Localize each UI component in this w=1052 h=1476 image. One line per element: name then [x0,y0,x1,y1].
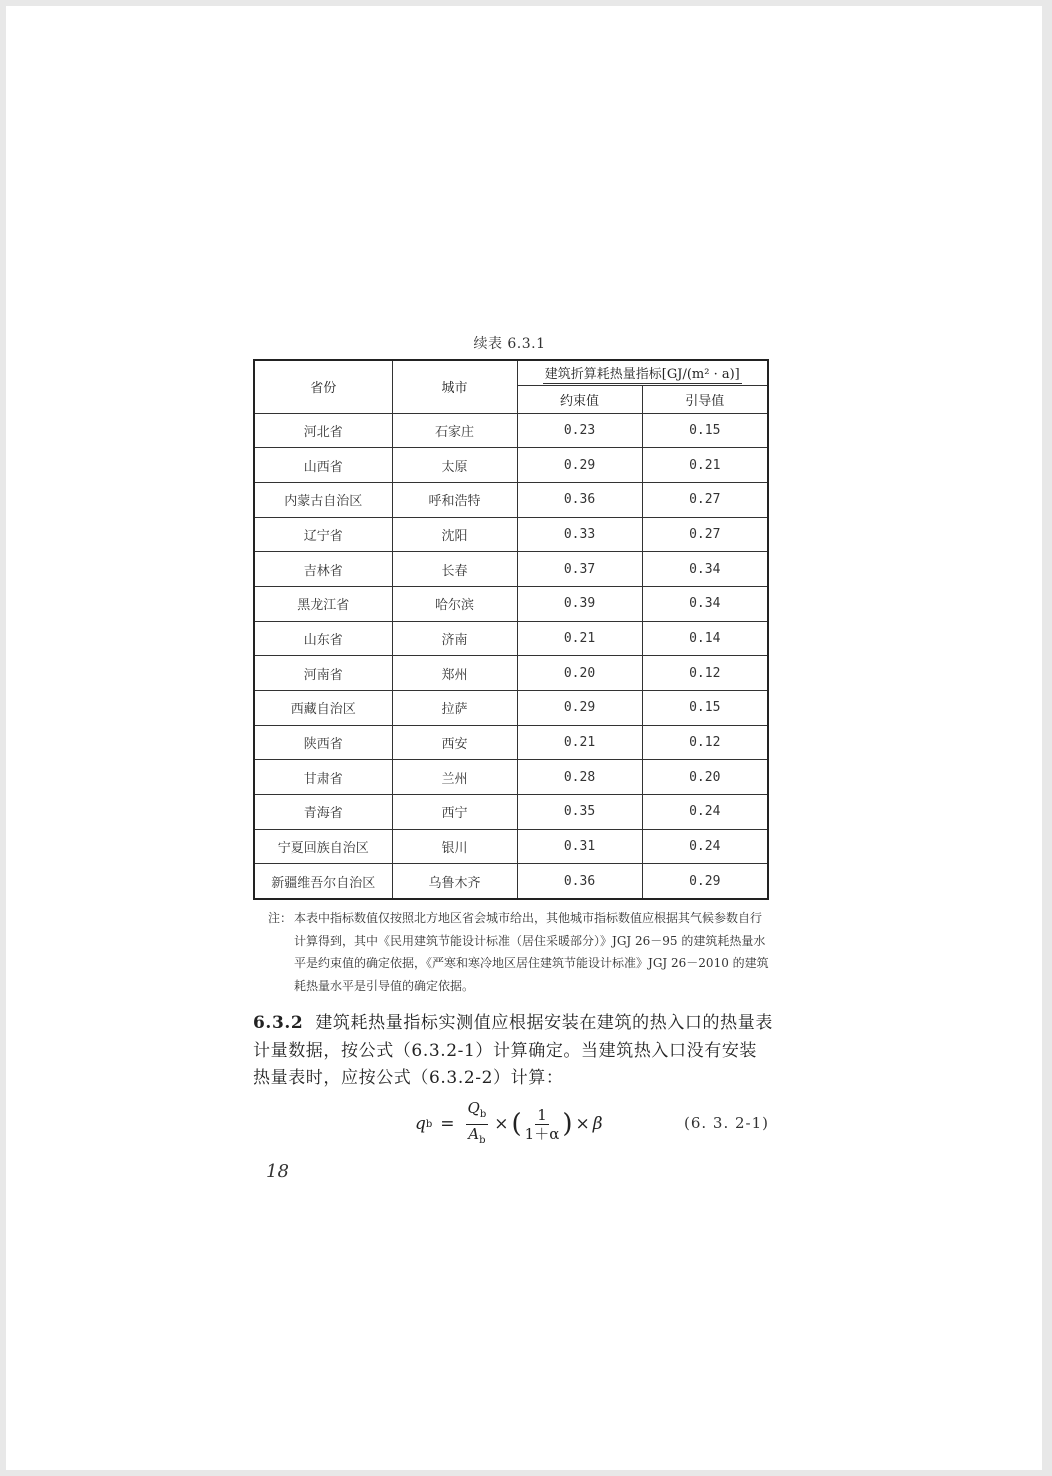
section-number: 6.3.2 [253,1013,304,1033]
cell-guide-value: 0.24 [642,795,768,830]
table-row [254,448,768,483]
cell-constraint-value: 0.29 [517,691,642,726]
cell-city: 兰州 [392,760,517,795]
cell-constraint-value: 0.36 [517,864,642,899]
formula-one: 1 [537,1105,547,1124]
cell-city: 石家庄 [392,413,517,448]
cell-constraint-value: 0.39 [517,586,642,621]
section-text: 建筑耗热量指标实测值应根据安装在建筑的热入口的热量表计量数据，按公式（6.3.2-1）计算确定。当建筑热入口没有安装热量表时，应按公式（6.3.2-2）计算： [253,1013,773,1088]
cell-guide-value: 0.21 [642,448,768,483]
cell-city: 银川 [392,829,517,864]
cell-province: 陕西省 [254,725,392,760]
cell-constraint-value: 0.36 [517,482,642,517]
cell-city: 济南 [392,621,517,656]
cell-constraint-value: 0.21 [517,725,642,760]
cell-guide-value: 0.15 [642,691,768,726]
header-guide-value: 引导值 [642,385,768,413]
table-note [268,907,773,997]
formula-a: A [468,1124,480,1143]
table-row [254,517,768,552]
cell-guide-value: 0.14 [642,621,768,656]
formula-a-sub: b [479,1134,486,1146]
cell-province: 河北省 [254,413,392,448]
formula-lhs-sub: b [425,1118,433,1130]
formula-q-sub: b [479,1108,487,1120]
cell-city: 长春 [392,552,517,587]
cell-city: 郑州 [392,656,517,691]
formula-one-plus-alpha: 1＋α [524,1124,560,1143]
formula-paren-open: ( [511,1109,522,1139]
cell-guide-value: 0.12 [642,725,768,760]
note-text: 本表中指标数值仅按照北方地区省会城市给出，其他城市指标数值应根据其气候参数自行计算得到，其中《民用建筑节能设计标准（居住采暖部分）》JGJ 26－95 的建筑耗热量水平是约束值的确定依据，《严寒和寒冷地区居住建筑节能设计标准》JGJ 26－2010 的建筑耗热量水平是引导值的确定依据。 [294,911,769,993]
page-number: 18 [266,1161,289,1182]
formula-paren-close: ) [562,1109,573,1139]
cell-city: 西安 [392,725,517,760]
cell-constraint-value: 0.31 [517,829,642,864]
cell-province: 宁夏回族自治区 [254,829,392,864]
table-row [254,691,768,726]
heat-index-table [253,359,769,900]
cell-province: 辽宁省 [254,517,392,552]
cell-guide-value: 0.27 [642,482,768,517]
cell-constraint-value: 0.28 [517,760,642,795]
header-constraint-value: 约束值 [517,385,642,413]
table-row [254,621,768,656]
formula-times-2: × [575,1114,590,1134]
formula-lhs: q [415,1114,426,1134]
cell-city: 哈尔滨 [392,586,517,621]
cell-guide-value: 0.24 [642,829,768,864]
cell-province: 河南省 [254,656,392,691]
table-row [254,760,768,795]
cell-guide-value: 0.34 [642,552,768,587]
table-row [254,829,768,864]
cell-province: 吉林省 [254,552,392,587]
formula-beta: β [592,1114,603,1134]
cell-guide-value: 0.12 [642,656,768,691]
table-caption: 续表 6.3.1 [473,336,546,352]
formula-times: × [494,1114,509,1134]
cell-constraint-value: 0.37 [517,552,642,587]
header-heat-index-group [517,360,768,385]
table-row [254,725,768,760]
cell-constraint-value: 0.23 [517,413,642,448]
note-label: 注： [268,911,293,925]
cell-guide-value: 0.34 [642,586,768,621]
cell-constraint-value: 0.21 [517,621,642,656]
cell-guide-value: 0.20 [642,760,768,795]
section-paragraph [253,1010,773,1093]
table-row [254,552,768,587]
equation-number: (6. 3. 2-1) [684,1114,770,1132]
cell-guide-value: 0.27 [642,517,768,552]
cell-province: 甘肃省 [254,760,392,795]
formula-fraction-alpha [525,1106,560,1143]
cell-province: 山西省 [254,448,392,483]
cell-city: 乌鲁木齐 [392,864,517,899]
table-row [254,656,768,691]
cell-constraint-value: 0.35 [517,795,642,830]
cell-constraint-value: 0.29 [517,448,642,483]
cell-province: 内蒙古自治区 [254,482,392,517]
formula-fraction-qa [466,1099,489,1150]
cell-city: 沈阳 [392,517,517,552]
cell-city: 拉萨 [392,691,517,726]
formula [415,1098,603,1146]
cell-constraint-value: 0.20 [517,656,642,691]
cell-city: 呼和浩特 [392,482,517,517]
table-row [254,586,768,621]
cell-constraint-value: 0.33 [517,517,642,552]
cell-city: 太原 [392,448,517,483]
cell-province: 西藏自治区 [254,691,392,726]
formula-q: Q [467,1098,480,1117]
cell-province: 黑龙江省 [254,586,392,621]
cell-guide-value: 0.15 [642,413,768,448]
table-row [254,864,768,899]
cell-province: 新疆维吾尔自治区 [254,864,392,899]
cell-guide-value: 0.29 [642,864,768,899]
cell-city: 西宁 [392,795,517,830]
cell-province: 青海省 [254,795,392,830]
header-city: 城市 [392,360,517,413]
table-row [254,482,768,517]
cell-province: 山东省 [254,621,392,656]
header-heat-index-label: 建筑折算耗热量指标[GJ/(m² · a)] [544,367,740,383]
table-row [254,413,768,448]
formula-equals: = [440,1114,455,1134]
header-province: 省份 [254,360,392,413]
table-row [254,795,768,830]
